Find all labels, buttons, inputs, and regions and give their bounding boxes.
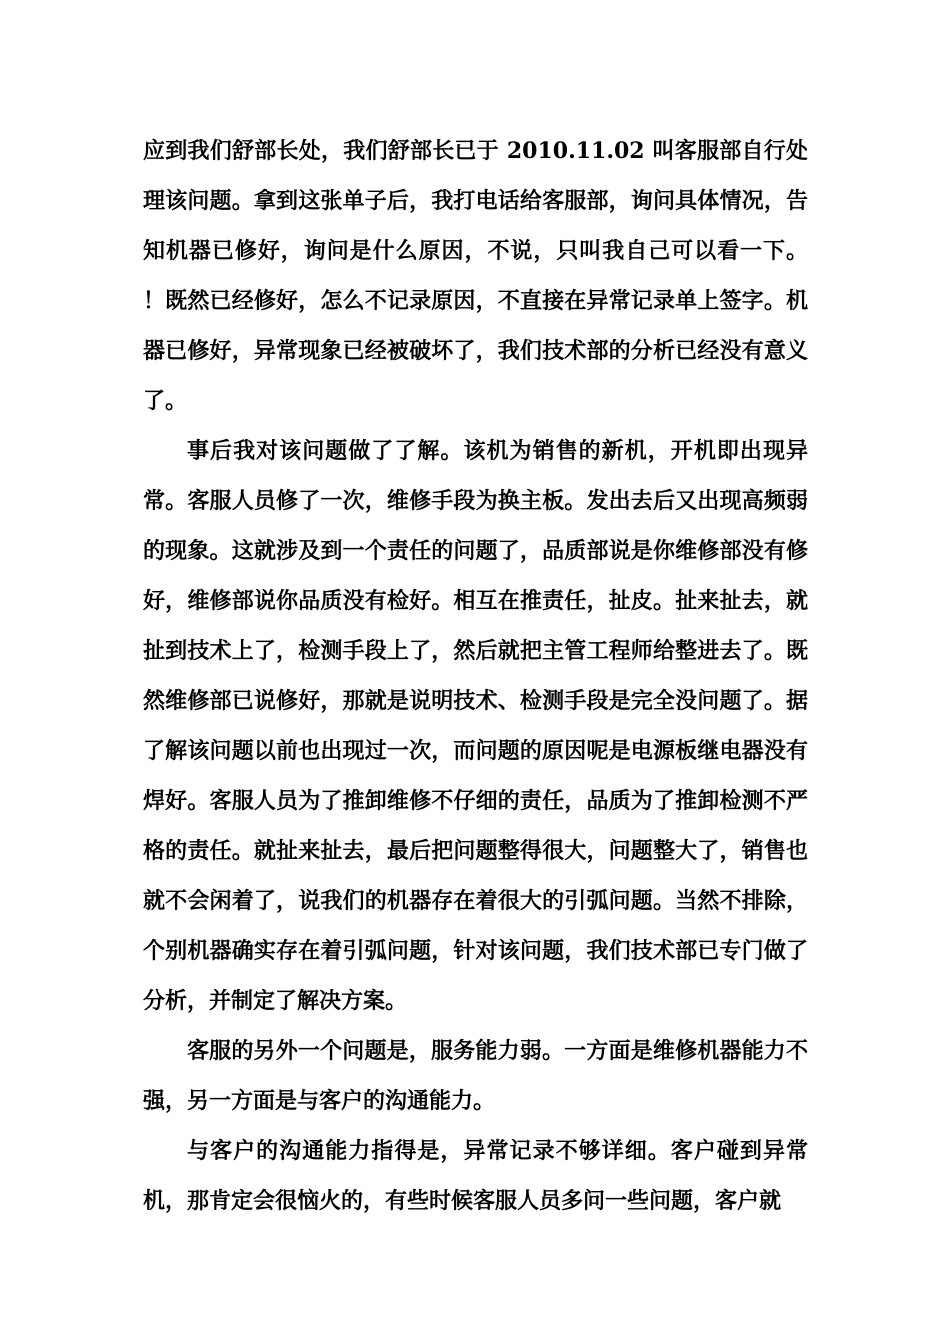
document-body	[143, 126, 808, 1226]
paragraph-1: 应到我们舒部长处，我们舒部长已于 2010.11.02 叫客服部自行处理该问题。拿到这张单子后，我打电话给客服部，询问具体情况，告知机器已修好，询问是什么原因，不说，只叫我自己可以看一下。 ！既然已经修好，怎么不记录原因，不直接在异常记录单上签字。机器已修好，异常现象已经被破坏了，我们技术部的分析已经没有意义了。	[143, 138, 808, 414]
paragraph-4: 与客户的沟通能力指得是，异常记录不够详细。客户碰到异常机，那肯定会很恼火的，有些时候客服人员多问一些问题，客户就	[143, 1138, 808, 1214]
paragraph-3: 客服的另外一个问题是，服务能力弱。一方面是维修机器能力不强，另一方面是与客户的沟通能力。	[143, 1038, 808, 1114]
paragraph-2: 事后我对该问题做了了解。该机为销售的新机，开机即出现异常。客服人员修了一次，维修手段为换主板。发出去后又出现高频弱的现象。这就涉及到一个责任的问题了，品质部说是你维修部没有修好，维修部说你品质没有检好。相互在推责任，扯皮。扯来扯去，就扯到技术上了，检测手段上了，然后就把主管工程师给整进去了。既然维修部已说修好，那就是说明技术、检测手段是完全没问题了。据了解该问题以前也出现过一次，而问题的原因呢是电源板继电器没有焊好。客服人员为了推卸维修不仔细的责任，品质为了推卸检测不严格的责任。就扯来扯去，最后把问题整得很大，问题整大了，销售也就不会闲着了，说我们的机器存在着很大的引弧问题。当然不排除，个别机器确实存在着引弧问题，针对该问题，我们技术部已专门做了分析，并制定了解决方案。	[143, 438, 808, 1014]
